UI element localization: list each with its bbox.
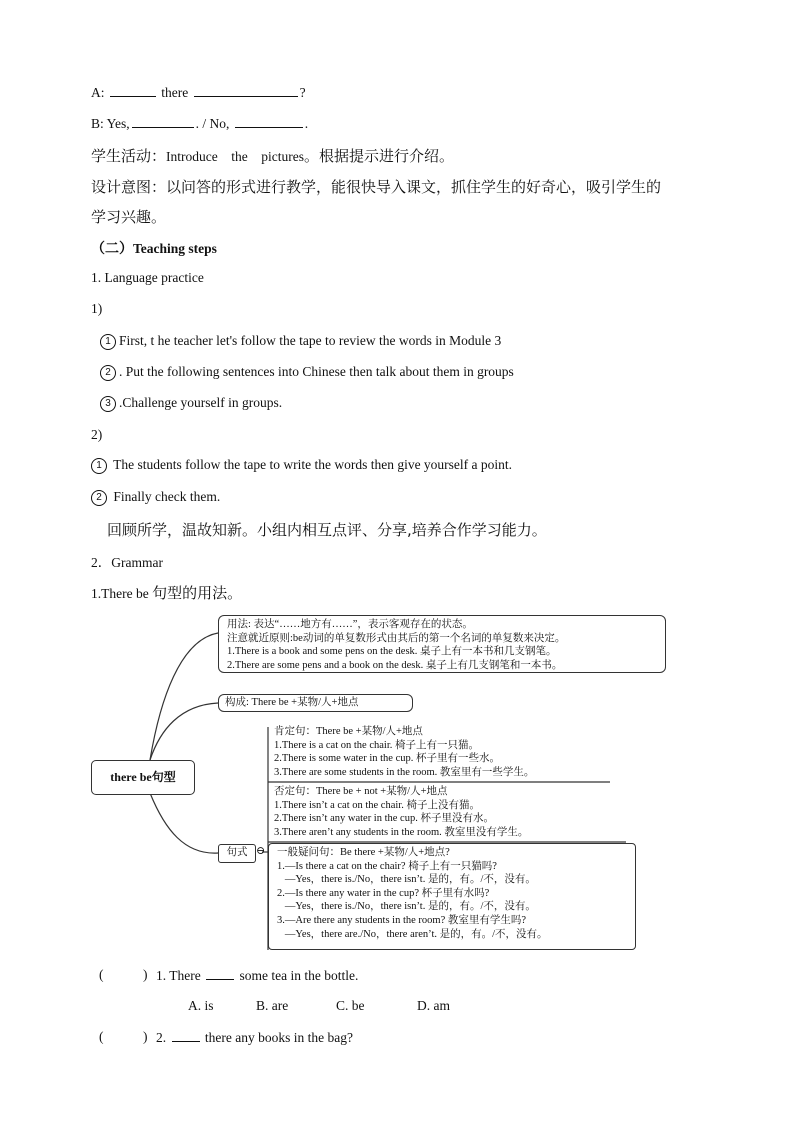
question-line: —Yes，there are./No，there aren’t. 是的，有。/不，没有。 [277, 928, 548, 940]
connector-pattern [150, 793, 218, 853]
step-text: . Put the following sentences into Chinese then talk about them in groups [119, 364, 514, 379]
positive-line: 2.There is some water in the cup. 杯子里有一些水。 [274, 753, 500, 765]
usage-box [218, 615, 666, 673]
usage-line: 2.There are some pens and a book on the desk. 桌子上有几支钢笔和一本书。 [227, 659, 563, 671]
pattern-label: 句式 [218, 844, 256, 863]
blank-field[interactable] [172, 1029, 200, 1042]
step-text: Finally check them. [110, 489, 221, 504]
positive-line: 3.There are some students in the room. 教室里有一些学生。 [274, 766, 535, 778]
connector-usage [150, 633, 218, 760]
negative-line: 否定句：There be + not +某物/人+地点 [274, 786, 448, 797]
negative-line: 3.There aren’t any students in the room. 教室里没有学生。 [274, 826, 529, 838]
exercise-text: 2. [156, 1030, 167, 1045]
option-d[interactable]: D. am [417, 998, 450, 1013]
step-text: The students follow the tape to write the words then give yourself a point. [110, 457, 513, 472]
negative-line: 1.There isn’t a cat on the chair. 椅子上没有猫。 [274, 799, 480, 811]
step-text: .Challenge yourself in groups. [119, 395, 283, 410]
negative-line: 2.There isn’t any water in the cup. 杯子里没有水。 [274, 813, 494, 825]
circled-number: 1 [91, 458, 107, 474]
positive-line: 肯定句：There be +某物/人+地点 [274, 726, 423, 737]
dialogue-b-prefix: B: [91, 116, 104, 131]
dialogue-a-prefix: A: [91, 85, 105, 100]
circled-number: 2 [91, 490, 107, 506]
dialogue-b-no: . / No, [195, 116, 230, 131]
language-heading: 1. Language practice [91, 270, 204, 285]
question-line: 2.—Is there any water in the cup? 杯子里有水吗? [277, 887, 490, 899]
circled-number: 2 [100, 365, 116, 381]
language-part2: 2) [91, 427, 103, 442]
answer-paren-open: ( [99, 1029, 104, 1044]
answer-paren-close: ) [143, 1029, 148, 1044]
structure-box: 构成: There be +某物/人+地点 [218, 694, 413, 712]
mindmap-root: there be句型 [91, 760, 195, 795]
question-line: 一般疑问句：Be there +某物/人+地点? [277, 847, 450, 858]
grammar-heading: 2．Grammar [91, 555, 163, 570]
activity-text-2: the [231, 149, 248, 164]
dialogue-a-there: there [161, 85, 189, 100]
section-prefix: （二） [91, 241, 133, 257]
question-line: 3.—Are there any students in the room? 教室里有学生吗? [277, 914, 527, 926]
grammar-sub-prefix: 1.There be [91, 586, 153, 601]
activity-text-1: Introduce [166, 149, 218, 164]
design-intent-line1: 设计意图：以问答的形式进行教学，能很快导入课文，抓住学生的好奇心，吸引学生的 [91, 178, 662, 196]
option-c[interactable]: C. be [336, 998, 365, 1013]
answer-paren-open: ( [99, 967, 104, 982]
circled-number: 3 [100, 396, 116, 412]
question-box [268, 843, 636, 950]
collapse-icon[interactable]: ⊖ [256, 845, 266, 857]
review-text: 回顾所学，温故知新。小组内相互点评、分享,培养合作学习能力。 [107, 521, 547, 539]
question-line: 1.—Is there a cat on the chair? 椅子上有一只猫吗? [277, 860, 497, 872]
exercise-1 [156, 967, 358, 984]
exercise-text: 1. There [156, 968, 201, 983]
usage-line: 注意就近原则:be动词的单复数形式由其后的第一个名词的单复数来决定。 [227, 632, 566, 644]
language-part1: 1) [91, 301, 103, 316]
positive-block [274, 725, 534, 779]
activity-label: 学生活动： [91, 147, 167, 165]
exercise-text: some tea in the bottle. [239, 968, 359, 983]
blank-field[interactable] [206, 967, 234, 980]
circled-number: 1 [100, 334, 116, 350]
option-b[interactable]: B. are [256, 998, 289, 1013]
activity-text-3: pictures [261, 149, 304, 164]
design-intent-line2: 学习兴趣。 [91, 208, 167, 226]
step-text: First, t he teacher let's follow the tape to review the words in Module 3 [119, 333, 502, 348]
dialogue-b-end: . [304, 116, 309, 131]
exercise-2 [156, 1029, 353, 1046]
question-line: —Yes，there is./No，there isn’t. 是的，有。/不，没有。 [277, 874, 536, 886]
activity-text-cn: 。根据提示进行介绍。 [304, 147, 455, 165]
grammar-sub-cn: 句型的用法。 [152, 584, 243, 602]
section-title: Teaching steps [133, 241, 217, 256]
option-a[interactable]: A. is [188, 998, 214, 1013]
dialogue-a-question: ? [299, 85, 306, 100]
exercise-text: there any books in the bag? [204, 1030, 353, 1045]
usage-line: 1.There is a book and some pens on the desk. 桌子上有一本书和几支钢笔。 [227, 646, 557, 658]
negative-block [274, 785, 528, 839]
positive-line: 1.There is a cat on the chair. 椅子上有一只猫。 [274, 739, 479, 751]
usage-line: 用法: 表达“……地方有……”，表示客观存在的状态。 [227, 619, 473, 630]
answer-paren-close: ) [143, 967, 148, 982]
question-line: —Yes，there is./No，there isn’t. 是的，有。/不，没有。 [277, 901, 536, 913]
dialogue-b-yes: Yes, [106, 116, 130, 131]
